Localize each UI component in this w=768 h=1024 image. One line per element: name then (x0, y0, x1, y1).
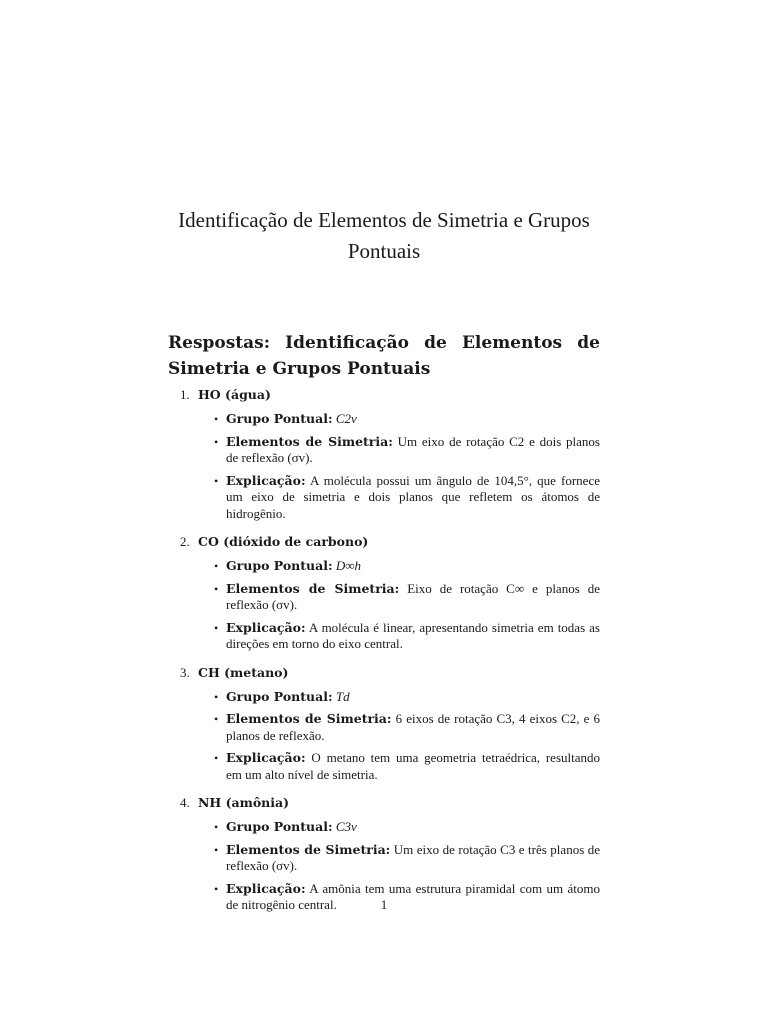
bullet-text: A molécula possui um ângulo de 104,5°, que fornece um eixo de simetria e dois planos que refletem os átomos de hidrogênio. (226, 472, 600, 521)
bullet-label: Explicação: (226, 619, 306, 635)
bullet-icon: • (214, 842, 219, 857)
bullet-text: Td (335, 688, 350, 704)
bullet-text: O metano tem uma geometria tetraédrica, resultando em um alto nível de simetria. (226, 750, 601, 782)
bullet-text: 6 eixos de rotação C3, 4 eixos C2, e 6 planos de reflexão. (226, 711, 601, 743)
bullet-icon: • (214, 820, 219, 834)
item-number: 1. (180, 387, 190, 402)
bullet-icon: • (214, 473, 219, 488)
bullet-label: Elementos de Simetria: (226, 433, 393, 449)
answers-list (168, 385, 600, 924)
bullet-explanation (168, 750, 600, 783)
bullet-text: A amônia tem uma estrutura piramidal com um átomo de nitrogênio central. (226, 880, 600, 912)
page-number: 1 (380, 897, 388, 912)
item-number: 2. (180, 534, 190, 549)
bullet-icon: • (214, 881, 219, 896)
bullet-symmetry-elements (168, 842, 600, 875)
bullet-label: Explicação: (226, 472, 306, 488)
bullet-text: Um eixo de rotação C3 e três planos de reflexão (σv). (226, 841, 601, 873)
bullet-point-group (168, 819, 600, 836)
bullet-icon: • (214, 581, 219, 596)
item-bullets (168, 411, 600, 522)
section-heading: Respostas: Identificação de Elementos de Simetria e Grupos Pontuais (168, 333, 600, 379)
list-item (168, 793, 600, 914)
bullet-icon: • (214, 751, 219, 765)
bullet-symmetry-elements (168, 581, 600, 614)
bullet-icon: • (214, 620, 219, 635)
bullet-icon: • (214, 434, 219, 449)
bullet-icon: • (214, 689, 219, 704)
bullet-icon: • (214, 559, 219, 573)
item-number: 3. (180, 664, 190, 680)
list-item (168, 663, 600, 784)
bullet-explanation (168, 620, 600, 653)
list-item (168, 532, 600, 653)
bullet-point-group (168, 558, 600, 575)
bullet-text: Eixo de rotação C∞ e planos de reflexão (σv). (226, 580, 600, 612)
item-bullets (168, 558, 600, 653)
item-title: CO (dióxido de carbono) (198, 534, 369, 549)
bullet-label: Explicação: (226, 750, 306, 765)
bullet-symmetry-elements (168, 434, 600, 467)
bullet-label: Grupo Pontual: (226, 688, 333, 704)
bullet-symmetry-elements (168, 711, 600, 744)
bullet-label: Elementos de Simetria: (226, 841, 391, 857)
bullet-text: C3v (335, 819, 357, 834)
bullet-label: Grupo Pontual: (226, 819, 333, 834)
bullet-label: Elementos de Simetria: (226, 580, 400, 596)
bullet-text: C2v (335, 411, 357, 426)
item-number: 4. (180, 795, 190, 810)
bullet-label: Grupo Pontual: (226, 411, 333, 426)
document-title (150, 205, 618, 267)
bullet-point-group (168, 689, 600, 706)
bullet-text: A molécula é linear, apresentando simetria em todas as direções em torno do eixo central. (226, 619, 600, 651)
bullet-explanation (168, 473, 600, 523)
list-item (168, 385, 600, 522)
item-title: HO (água) (198, 387, 271, 402)
bullet-text: D∞h (335, 558, 361, 573)
bullet-icon: • (214, 712, 219, 726)
bullet-label: Grupo Pontual: (226, 558, 333, 573)
item-bullets (168, 689, 600, 784)
document-title-line-2: Pontuais (347, 239, 421, 263)
document-title-line-1: Identificação de Elementos de Simetria e Grupos (178, 208, 590, 232)
bullet-label: Explicação: (226, 880, 306, 896)
bullet-icon: • (214, 412, 219, 426)
item-title: CH (metano) (198, 664, 289, 680)
bullet-text: Um eixo de rotação C2 e dois planos de reflexão (σv). (226, 433, 600, 465)
bullet-label: Elementos de Simetria: (226, 711, 392, 726)
item-title: NH (amônia) (198, 795, 290, 810)
bullet-point-group (168, 411, 600, 428)
